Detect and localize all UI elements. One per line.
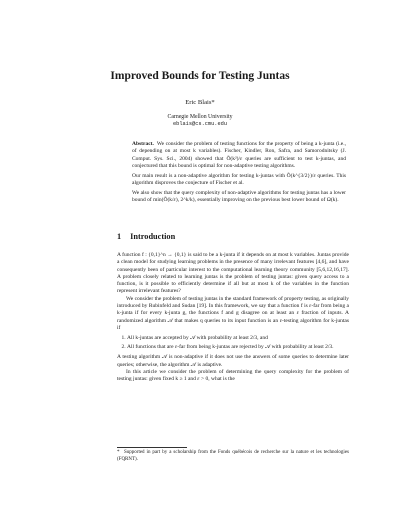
author-affiliation <box>0 114 400 129</box>
abstract-text-1: We consider the problem of testing functions for the property of being a k-junta (i.e., of depending on at most k variables). Fischer, Kindler, Ron, Safra, and Samorodnitsky (J. Comput. Sys. Sci., 2004) showed that Õ(k²)/ε queries are sufficient to test k-juntas, and conjectured that this bound is optimal for non-adaptive testing algorithms. <box>132 141 346 169</box>
footnote-text: Supported in part by a scholarship from the Fonds québécois de recherche sur la nature et les technologies (FQRNT). <box>117 450 349 462</box>
body-paragraph-4: In this article we consider the problem of determining the query complexity for the problem of testing juntas: given fixed k ≥ 1 and ε > 0, what is the <box>117 368 349 383</box>
section-number: 1 <box>117 232 122 241</box>
abstract-label: Abstract. <box>132 141 154 147</box>
footnote <box>117 450 349 463</box>
footnote-divider <box>117 447 187 448</box>
author-email: eblais@cs.cmu.edu <box>172 121 228 128</box>
testing-conditions-list <box>117 335 349 351</box>
affiliation-text: Carnegie Mellon University <box>167 114 233 120</box>
body-paragraph-1: A function f : {0,1}^n → {0,1} is said to be a k-junta if it depends on at most k variables. Juntas provide a clean model for studying learning problems in the presence of many irrelevant features [4,6], and have consequently been of particular interest to the computational learning theory community [5,6,12,16,17]. A problem closely related to learning juntas is the problem of testing juntas: given query access to a function, is it possible to efficiently determine if all but at most k of the variables in the function represent irrelevant features? <box>117 252 349 295</box>
section-heading <box>117 232 175 241</box>
section-body <box>117 252 349 384</box>
paper-title: Improved Bounds for Testing Juntas <box>110 70 290 82</box>
body-paragraph-2: We consider the problem of testing juntas in the standard framework of property testing, as originally introduced by Rubinfeld and Sudan [19]. In this framework, we say that a function f is ε-far from being a k-junta if for every k-junta g, the functions f and g disagree on at least an ε fraction of inputs. A randomized algorithm 𝒜 that makes q queries to its input function is an ε-testing algorithm for k-juntas if <box>117 295 349 331</box>
abstract <box>132 141 346 207</box>
section-title: Introduction <box>130 232 176 241</box>
footnote-mark: * <box>117 450 120 455</box>
abstract-paragraph-2: Our main result is a non-adaptive algorithm for testing k-juntas with Õ(k^{3/2})/ε queries. This algorithm disproves the conjecture of Fischer et al. <box>132 172 346 186</box>
body-paragraph-3: A testing algorithm 𝒜 is non-adaptive if it does not use the answers of some queries to determine later queries; otherwise, the algorithm 𝒜 is adaptive. <box>117 354 349 368</box>
author-name: Eric Blais* <box>185 99 215 106</box>
abstract-paragraph-1 <box>132 141 346 170</box>
list-item: 2. All functions that are ε-far from being k-juntas are rejected by 𝒜 with probability at least 2/3. <box>127 344 349 351</box>
list-item: 1. All k-juntas are accepted by 𝒜 with probability at least 2/3, and <box>127 335 349 342</box>
abstract-paragraph-3: We also show that the query complexity of non-adaptive algorithms for testing juntas has a lower bound of min(Õ(k/ε), 2^k/k), essentially improving on the previous best lower bound of Ω(k). <box>132 189 346 204</box>
